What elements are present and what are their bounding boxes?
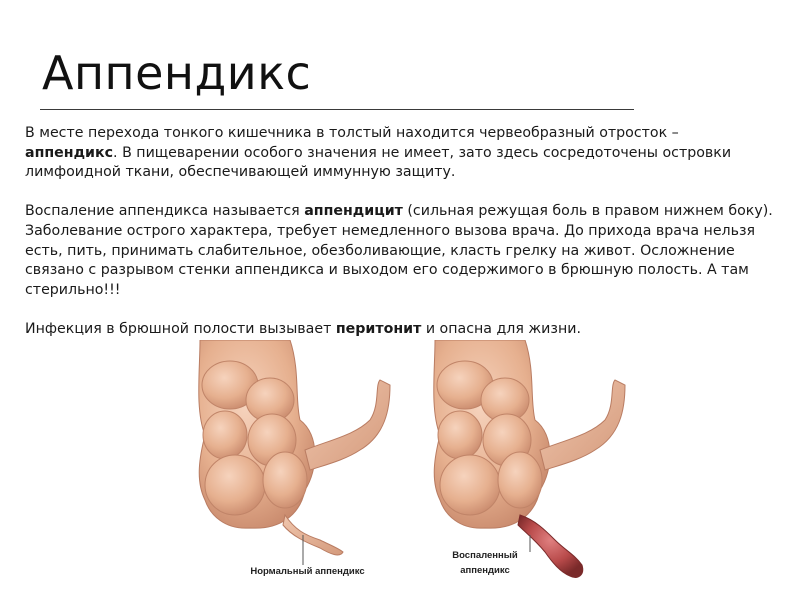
p1-text-start: В месте перехода тонкого кишечника в толстый находится червеобразный отросток – [25, 125, 679, 141]
term-appendix: аппендикс [25, 144, 114, 161]
p3-text-end: и опасна для жизни. [421, 320, 581, 337]
caption-inflamed-line1: Воспаленный [452, 550, 518, 561]
p3-text-start: Инфекция в брюшной полости вызывает [25, 320, 336, 337]
caption-inflamed [425, 548, 545, 578]
p2-text-start: Воспаление аппендикса называется [25, 203, 305, 220]
normal-colon [199, 340, 390, 565]
paragraph-appendicitis [25, 202, 775, 300]
p1-text-end: . В пищеварении особого значения не имеет, зато здесь сосредоточены островки лимфоидной ткани, обеспечивающей иммунную защиту. [25, 144, 732, 181]
term-peritonitis: перитонит [335, 320, 422, 337]
normal-appendix-tip [283, 515, 343, 555]
appendix-illustration [0, 340, 800, 600]
caption-inflamed-line2: аппендикс [460, 565, 510, 576]
page-title: Аппендикс [42, 46, 312, 100]
term-appendicitis: аппендицит [304, 203, 403, 220]
paragraph-appendix [25, 124, 775, 183]
text-body [25, 124, 775, 359]
inflamed-colon [434, 340, 625, 577]
paragraph-peritonitis [25, 320, 775, 340]
caption-normal: Нормальный аппендикс [250, 566, 365, 577]
p2-text-end: (сильная режущая боль в правом нижнем боку). Заболевание острого характера, требует немедленного вызова врача. До прихода врача нельзя есть, пить, принимать слабительное, обезболивающие, класть грелку на живот. Осложнение связано с разрывом стенки аппендикса и выходом его содержимого в брюшную полость. А там стерильно!!! [25, 203, 773, 298]
appendix-illustration-svg [0, 340, 800, 600]
title-divider [40, 109, 634, 110]
